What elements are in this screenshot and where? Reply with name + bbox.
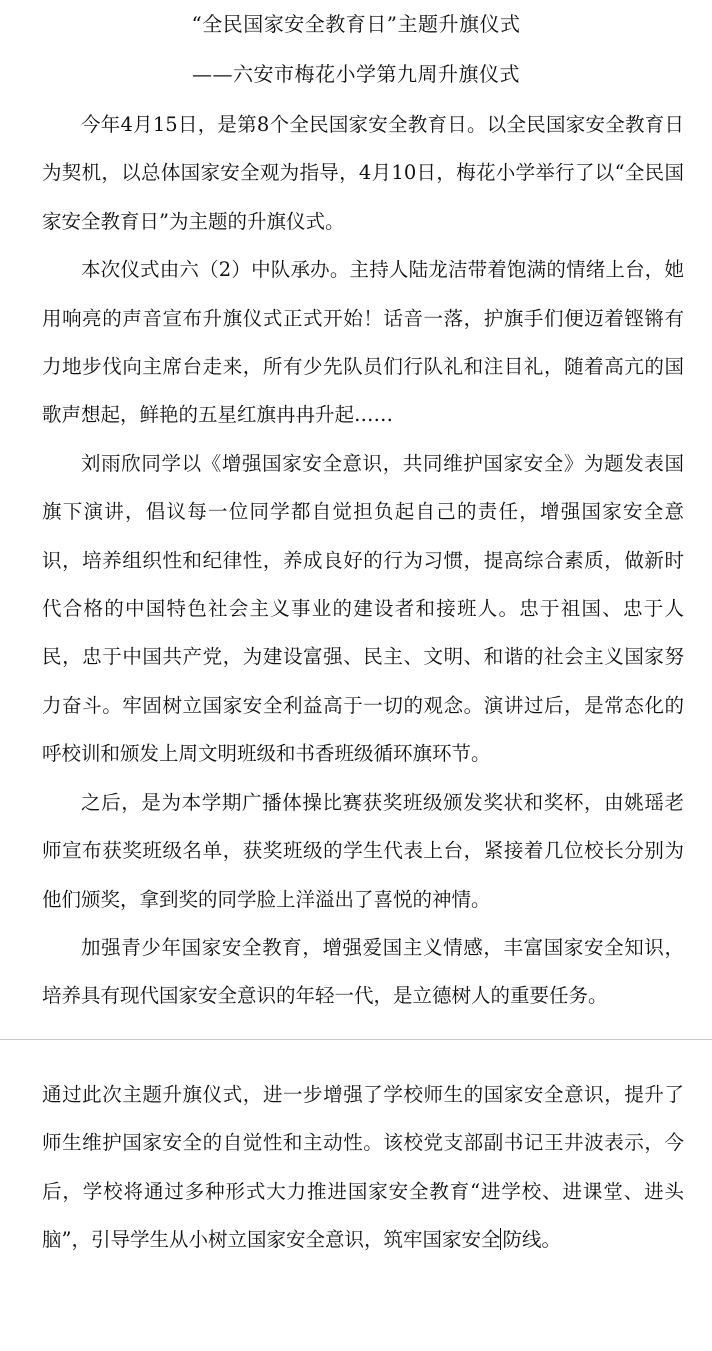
document-title: “全民国家安全教育日”主题升旗仪式 xyxy=(191,12,521,36)
text-cursor xyxy=(500,1228,501,1250)
page-break-line xyxy=(0,1039,712,1040)
page-one-body[interactable] xyxy=(42,101,684,1021)
paragraph-3: 刘雨欣同学以《增强国家安全意识，共同维护国家安全》为题发表国旗下演讲，倡议每一位同学都自觉担负起自己的责任，增强国家安全意识，培养组织性和纪律性，养成良好的行为习惯，提高综合素质，做新时代合格的中国特色社会主义事业的建设者和接班人。忠于祖国、忠于人民，忠于中国共产党，为建设富强、民主、文明、和谐的社会主义国家努力奋斗。牢固树立国家安全利益高于一切的观念。演讲过后，是常态化的呼校训和颁发上周文明班级和书香班级循环旗环节。 xyxy=(42,451,684,766)
document-subtitle: ——六安市梅花小学第九周升旗仪式 xyxy=(192,62,520,86)
paragraph-4: 之后，是为本学期广播体操比赛获奖班级颁发奖状和奖杯，由姚瑶老师宣布获奖班级名单，获奖班级的学生代表上台，紧接着几位校长分别为他们颁奖，拿到奖的同学脸上洋溢出了喜悦的神情。 xyxy=(42,790,684,911)
paragraph-2: 本次仪式由六（2）中队承办。主持人陆龙洁带着饱满的情绪上台，她用响亮的声音宣布升旗仪式正式开始！话音一落，护旗手们便迈着铿锵有力地步伐向主席台走来，所有少先队员们行队礼和注目礼，随着高亢的国歌声想起，鲜艳的五星红旗冉冉升起…… xyxy=(42,258,684,427)
page-two-body[interactable] xyxy=(42,1071,684,1265)
paragraph-5: 加强青少年国家安全教育，增强爱国主义情感，丰富国家安全知识，培养具有现代国家安全意识的年轻一代，是立德树人的重要任务。 xyxy=(42,935,684,1008)
paragraph-continuation: 通过此次主题升旗仪式，进一步增强了学校师生的国家安全意识，提升了师生维护国家安全的自觉性和主动性。该校党支部副书记王井波表示，今后，学校将通过多种形式大力推进国家安全教育“进学校、进课堂、进头脑”，引导学生从小树立国家安全意识，筑牢国家安全 防线。 xyxy=(42,1083,684,1252)
paragraph-1: 今年4月15日，是第8个全民国家安全教育日。以全民国家安全教育日为契机，以总体国家安全观为指导，4月10日，梅花小学举行了以“全民国家安全教育日”为主题的升旗仪式。 xyxy=(42,113,684,233)
